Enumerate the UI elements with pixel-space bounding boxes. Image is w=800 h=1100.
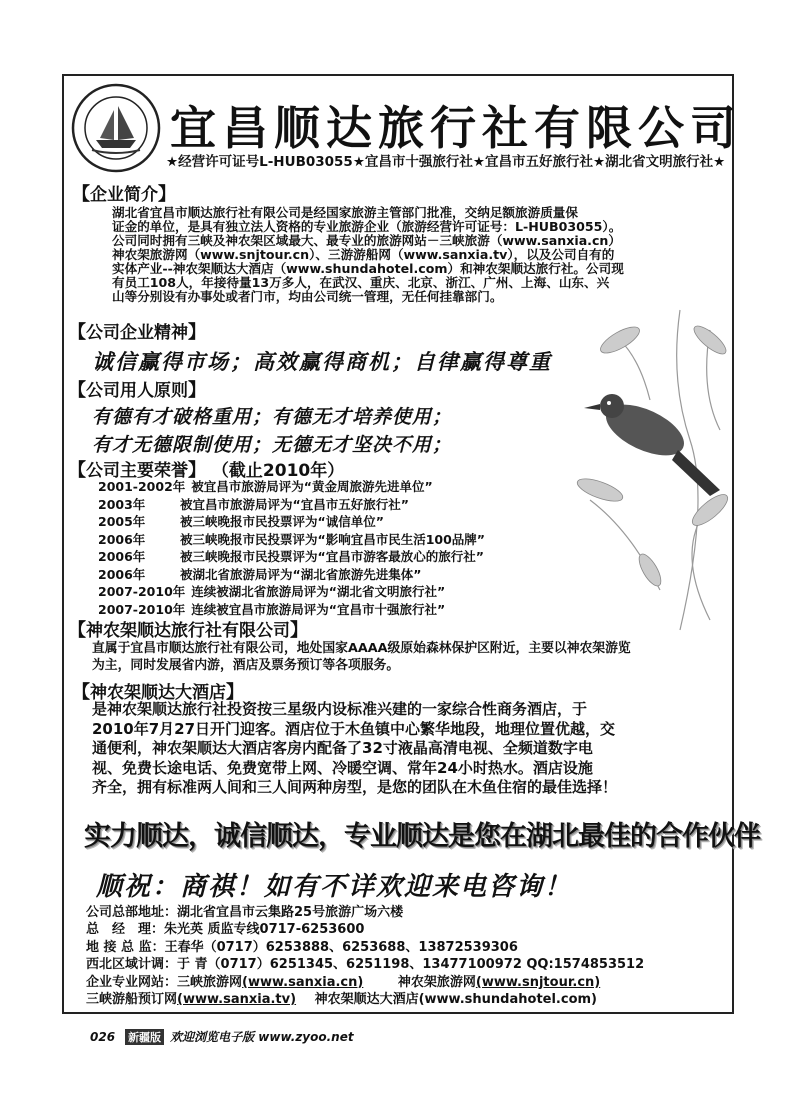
- list-item: 2006年 被湖北省旅游局评为“湖北省旅游先进集体”: [98, 566, 422, 582]
- honors-note: （截止2010年）: [211, 461, 345, 481]
- snj-agency-paragraph: 直属于宜昌市顺达旅行社有限公司，地处国家AAAA级原始森林保护区附近，主要以神农架游览 为主，同时发展省内游，酒店及票务预订等各项服务。: [92, 641, 631, 673]
- hiring-line-2: 有才无德限制使用；无德无才坚决不用；: [92, 434, 453, 456]
- snj-hotel-heading: 【神农架顺达大酒店】: [72, 682, 244, 703]
- gm-contact: 总 经 理：朱光英 质监专线0717-6253600: [86, 922, 365, 938]
- honors-list: [98, 478, 485, 618]
- intro-heading: 【企业简介】: [72, 184, 176, 205]
- bird-illustration: [560, 300, 740, 640]
- contact-block: [86, 904, 644, 1008]
- slogan-banner: 实力顺达，诚信顺达，专业顺达是您在湖北最佳的合作伙伴: [84, 821, 760, 852]
- list-item: 2003年 被宜昌市旅游局评为“宜昌市五好旅行社”: [98, 496, 409, 512]
- footer-url[interactable]: www.zyoo.net: [258, 1030, 354, 1044]
- spirit-text: 诚信赢得市场；高效赢得商机；自律赢得尊重: [92, 349, 552, 374]
- honors-heading: 【公司主要荣誉】 （截止2010年）: [68, 460, 345, 481]
- sanxia-cn-link[interactable]: (www.sanxia.cn): [242, 974, 364, 990]
- websites-row-2: 三峡游船预订网(www.sanxia.tv) 神农架顺达大酒店(www.shundahotel.com): [86, 992, 597, 1008]
- page-footer: [90, 1028, 354, 1045]
- hiring-heading: 【公司用人原则】: [68, 380, 206, 401]
- snj-hotel-paragraph: 是神农架顺达旅行社投资按三星级内设标准兴建的一家综合性商务酒店，于 2010年7月27日开门迎客。酒店位于木鱼镇中心繁华地段，地理位置优越，交 通便利，神农架顺达大酒店客房内配备了32寸液晶高清电视、全频道数字电 视、免费长途电话、免费宽带上网、冷暖空调、常年24小时热水。酒店设施 齐全，拥有标准两人间和三人间两种房型，是您的团队在木鱼住宿的最佳选择！: [92, 700, 618, 796]
- intro-paragraph: 湖北省宜昌市顺达旅行社有限公司是经国家旅游主管部门批准，交纳足额旅游质量保 证金的单位，是具有独立法人资格的专业旅游企业（旅游经营许可证号：L-HUB03055）。 公司同时拥有三峡及神农架区域最大、最专业的旅游网站－三峡旅游（www.sanxia.cn） 神农架旅游网（www.snjtour.cn）、三游游船网（www.sanxia.tv），以及公司自有的 实体产业--神农架顺达大酒店（www.shundahotel.com）和神农架顺达旅行社。公司现 有员工108人，年接待量13万多人，在武汉、重庆、北京、浙江、广州、上海、山东、兴 山等分别设有办事处或者门市，均由公司统一管理，无任何挂靠部门。: [112, 205, 624, 304]
- ship-hull-icon: [96, 140, 136, 148]
- snjtour-link[interactable]: (www.snjtour.cn): [475, 974, 601, 990]
- closing-greeting: 顺祝：商祺！如有不详欢迎来电咨询！: [96, 872, 573, 902]
- northwest-contact: 西北区域计调：于 青（0717）6251345、6251198、13477100972 QQ:1574853512: [86, 957, 645, 973]
- license-subline: ★经营许可证号L-HUB03055★宜昌市十强旅行社★宜昌市五好旅行社★湖北省文明旅行社★: [166, 154, 726, 170]
- shundahotel-link[interactable]: (www.shundahotel.com): [418, 992, 597, 1008]
- list-item: 2007-2010年 连续被宜昌市旅游局评为“宜昌市十强旅行社”: [98, 601, 446, 617]
- hq-address: 公司总部地址：湖北省宜昌市云集路25号旅游广场六楼: [86, 905, 404, 920]
- list-item: 2006年 被三峡晚报市民投票评为“宜昌市游客最放心的旅行社”: [98, 549, 484, 564]
- list-item: 2001-2002年 被宜昌市旅游局评为“黄金周旅游先进单位”: [98, 479, 433, 494]
- footer-text: 欢迎浏览电子版: [170, 1030, 255, 1044]
- company-logo: [70, 82, 162, 174]
- list-item: 2007-2010年 连续被湖北省旅游局评为“湖北省文明旅行社”: [98, 584, 446, 599]
- hiring-line-1: 有德有才破格重用；有德无才培养使用；: [92, 406, 453, 428]
- company-title: 宜昌顺达旅行社有限公司: [170, 101, 742, 155]
- bird-icon: [584, 394, 720, 496]
- spirit-heading: 【公司企业精神】: [68, 322, 206, 343]
- reception-contact: 地 接 总 监：王春华（0717）6253888、6253688、13872539306: [86, 939, 518, 955]
- list-item: 2006年 被三峡晚报市民投票评为“影响宜昌市民生活100品牌”: [98, 531, 486, 547]
- websites-row-1: 企业专业网站：三峡旅游网(www.sanxia.cn) 神农架旅游网(www.snjtour.cn): [86, 974, 601, 990]
- page-number: 026: [90, 1030, 116, 1044]
- snj-agency-heading: 【神农架顺达旅行社有限公司】: [68, 620, 308, 641]
- list-item: 2005年 被三峡晚报市民投票评为“诚信单位”: [98, 514, 384, 529]
- sanxia-tv-link[interactable]: (www.sanxia.tv): [177, 992, 297, 1008]
- edition-badge: 新疆版: [125, 1029, 164, 1045]
